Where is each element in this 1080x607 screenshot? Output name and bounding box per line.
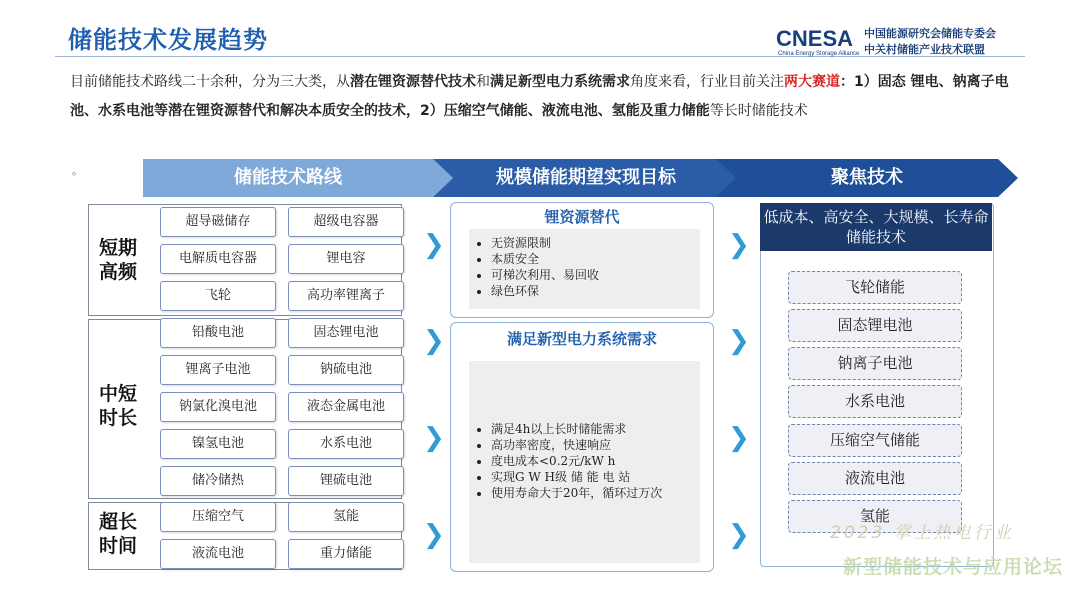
- logo-cn-line2: 中关村储能产业技术联盟: [864, 43, 985, 56]
- intro-paragraph: [70, 68, 1020, 126]
- banner-routes: [143, 159, 453, 197]
- tech-item: 飞轮: [160, 281, 276, 311]
- goal-bullet: • 使用寿命大于20年，循环过万次: [491, 485, 700, 501]
- goal-heading: 满足新型电力系统需求: [506, 330, 657, 348]
- row-short-term-label-l2: 高频: [98, 261, 137, 283]
- tech-item: 钠氯化溴电池: [160, 392, 276, 422]
- focus-item: 固态锂电池: [788, 309, 962, 342]
- intro-text-4: 等长时储能技术: [709, 103, 808, 119]
- tech-item: 水系电池: [288, 429, 404, 459]
- goal-bullet: • 实现G W H级 储 能 电 站: [491, 469, 700, 485]
- row-short-term-label: [88, 236, 148, 284]
- chevron-right-icon: ❯: [728, 326, 750, 356]
- tech-item: 超导磁储存: [160, 207, 276, 237]
- focus-item: 钠离子电池: [788, 347, 962, 380]
- goal-heading: 锂资源替代: [544, 208, 620, 226]
- tech-item: 高功率锂离子: [288, 281, 404, 311]
- focus-item: 氢能: [788, 500, 962, 533]
- tech-item: 重力储能: [288, 539, 404, 569]
- tech-item: 镍氢电池: [160, 429, 276, 459]
- goal-bullet: • 无资源限制: [491, 235, 700, 251]
- row-mid-term-label-l1: 中短: [98, 383, 137, 405]
- row-long-term-label-l1: 超长: [98, 511, 137, 533]
- banner-focus-label: 聚焦技术: [831, 167, 903, 188]
- banner-routes-label: 储能技术路线: [234, 167, 342, 188]
- goal-bullet: • 度电成本<0.2元/kW h: [491, 453, 700, 469]
- watermark-line1: 2023 掌上热电行业: [830, 523, 1014, 543]
- chevron-right-icon: ❯: [423, 423, 445, 453]
- page-title: 储能技术发展趋势: [68, 26, 268, 54]
- logo-cn-line1: 中国能源研究会储能专委会: [864, 27, 996, 40]
- intro-text-3: 角度来看，行业目前关注: [630, 74, 784, 90]
- goal-bullets-panel: [469, 229, 700, 309]
- tech-item: 锂电容: [288, 244, 404, 274]
- tech-item: 固态锂电池: [288, 318, 404, 348]
- goal-bullet: • 高功率密度，快速响应: [491, 437, 700, 453]
- chevron-right-icon: ❯: [728, 423, 750, 453]
- intro-text-1: 目前储能技术路线二十余种，分为三大类，从: [70, 74, 350, 90]
- intro-text-2: 和: [476, 74, 490, 90]
- chevron-right-icon: ❯: [423, 230, 445, 260]
- intro-bold-details: ：1）固态 锂电、钠离子电池、水系电池等潜在锂资源替代和解决本质安全的技术，2）压缩空气储能、液流电池、氢能及重力储能: [70, 74, 1009, 119]
- goal-bullets-panel: [469, 361, 700, 563]
- chevron-right-icon: ❯: [423, 520, 445, 550]
- intro-bold-lithium: 潜在锂资源替代技术: [350, 74, 476, 90]
- row-mid-term-label-l2: 时长: [98, 407, 137, 429]
- intro-dot: 。: [72, 164, 83, 177]
- focus-item: 液流电池: [788, 462, 962, 495]
- focus-item: 飞轮储能: [788, 271, 962, 304]
- tech-item: 超级电容器: [288, 207, 404, 237]
- banner-focus: [716, 159, 1018, 197]
- tech-item: 液态金属电池: [288, 392, 404, 422]
- tech-item: 铅酸电池: [160, 318, 276, 348]
- watermark-line2: 新型储能技术与应用论坛: [843, 556, 1064, 578]
- goal-bullet: • 绿色环保: [491, 283, 700, 299]
- tech-item: 锂离子电池: [160, 355, 276, 385]
- tech-item: 锂硫电池: [288, 466, 404, 496]
- tech-item: 储冷储热: [160, 466, 276, 496]
- goal-box-grid: [450, 322, 714, 572]
- goal-bullet: • 可梯次利用、易回收: [491, 267, 700, 283]
- intro-bold-grid: 满足新型电力系统需求: [490, 74, 630, 90]
- banner-goals: [433, 159, 739, 197]
- logo-main-text: CNESA: [776, 26, 854, 51]
- tech-item: 钠硫电池: [288, 355, 404, 385]
- intro-highlight-tracks: 两大赛道: [784, 74, 840, 90]
- tech-item: 液流电池: [160, 539, 276, 569]
- tech-item: 电解质电容器: [160, 244, 276, 274]
- row-long-term-label-l2: 时间: [98, 535, 137, 557]
- focus-heading: 低成本、高安全、大规模、长寿命储能技术: [760, 203, 992, 251]
- chevron-right-icon: ❯: [423, 326, 445, 356]
- row-long-term-label: [88, 510, 148, 558]
- chevron-right-icon: ❯: [728, 230, 750, 260]
- focus-item: 水系电池: [788, 385, 962, 418]
- tech-item: 压缩空气: [160, 502, 276, 532]
- row-mid-term-label: [88, 382, 148, 430]
- row-short-term-label-l1: 短期: [98, 237, 137, 259]
- goal-bullet: • 本质安全: [491, 251, 700, 267]
- goal-bullet: • 满足4h以上长时储能需求: [491, 421, 700, 437]
- focus-item: 压缩空气储能: [788, 424, 962, 457]
- tech-item: 氢能: [288, 502, 404, 532]
- goal-box-lithium: [450, 202, 714, 318]
- banner-goals-label: 规模储能期望实现目标: [496, 167, 676, 188]
- chevron-right-icon: ❯: [728, 520, 750, 550]
- logo-sub-text: China Energy Storage Alliance: [778, 51, 860, 57]
